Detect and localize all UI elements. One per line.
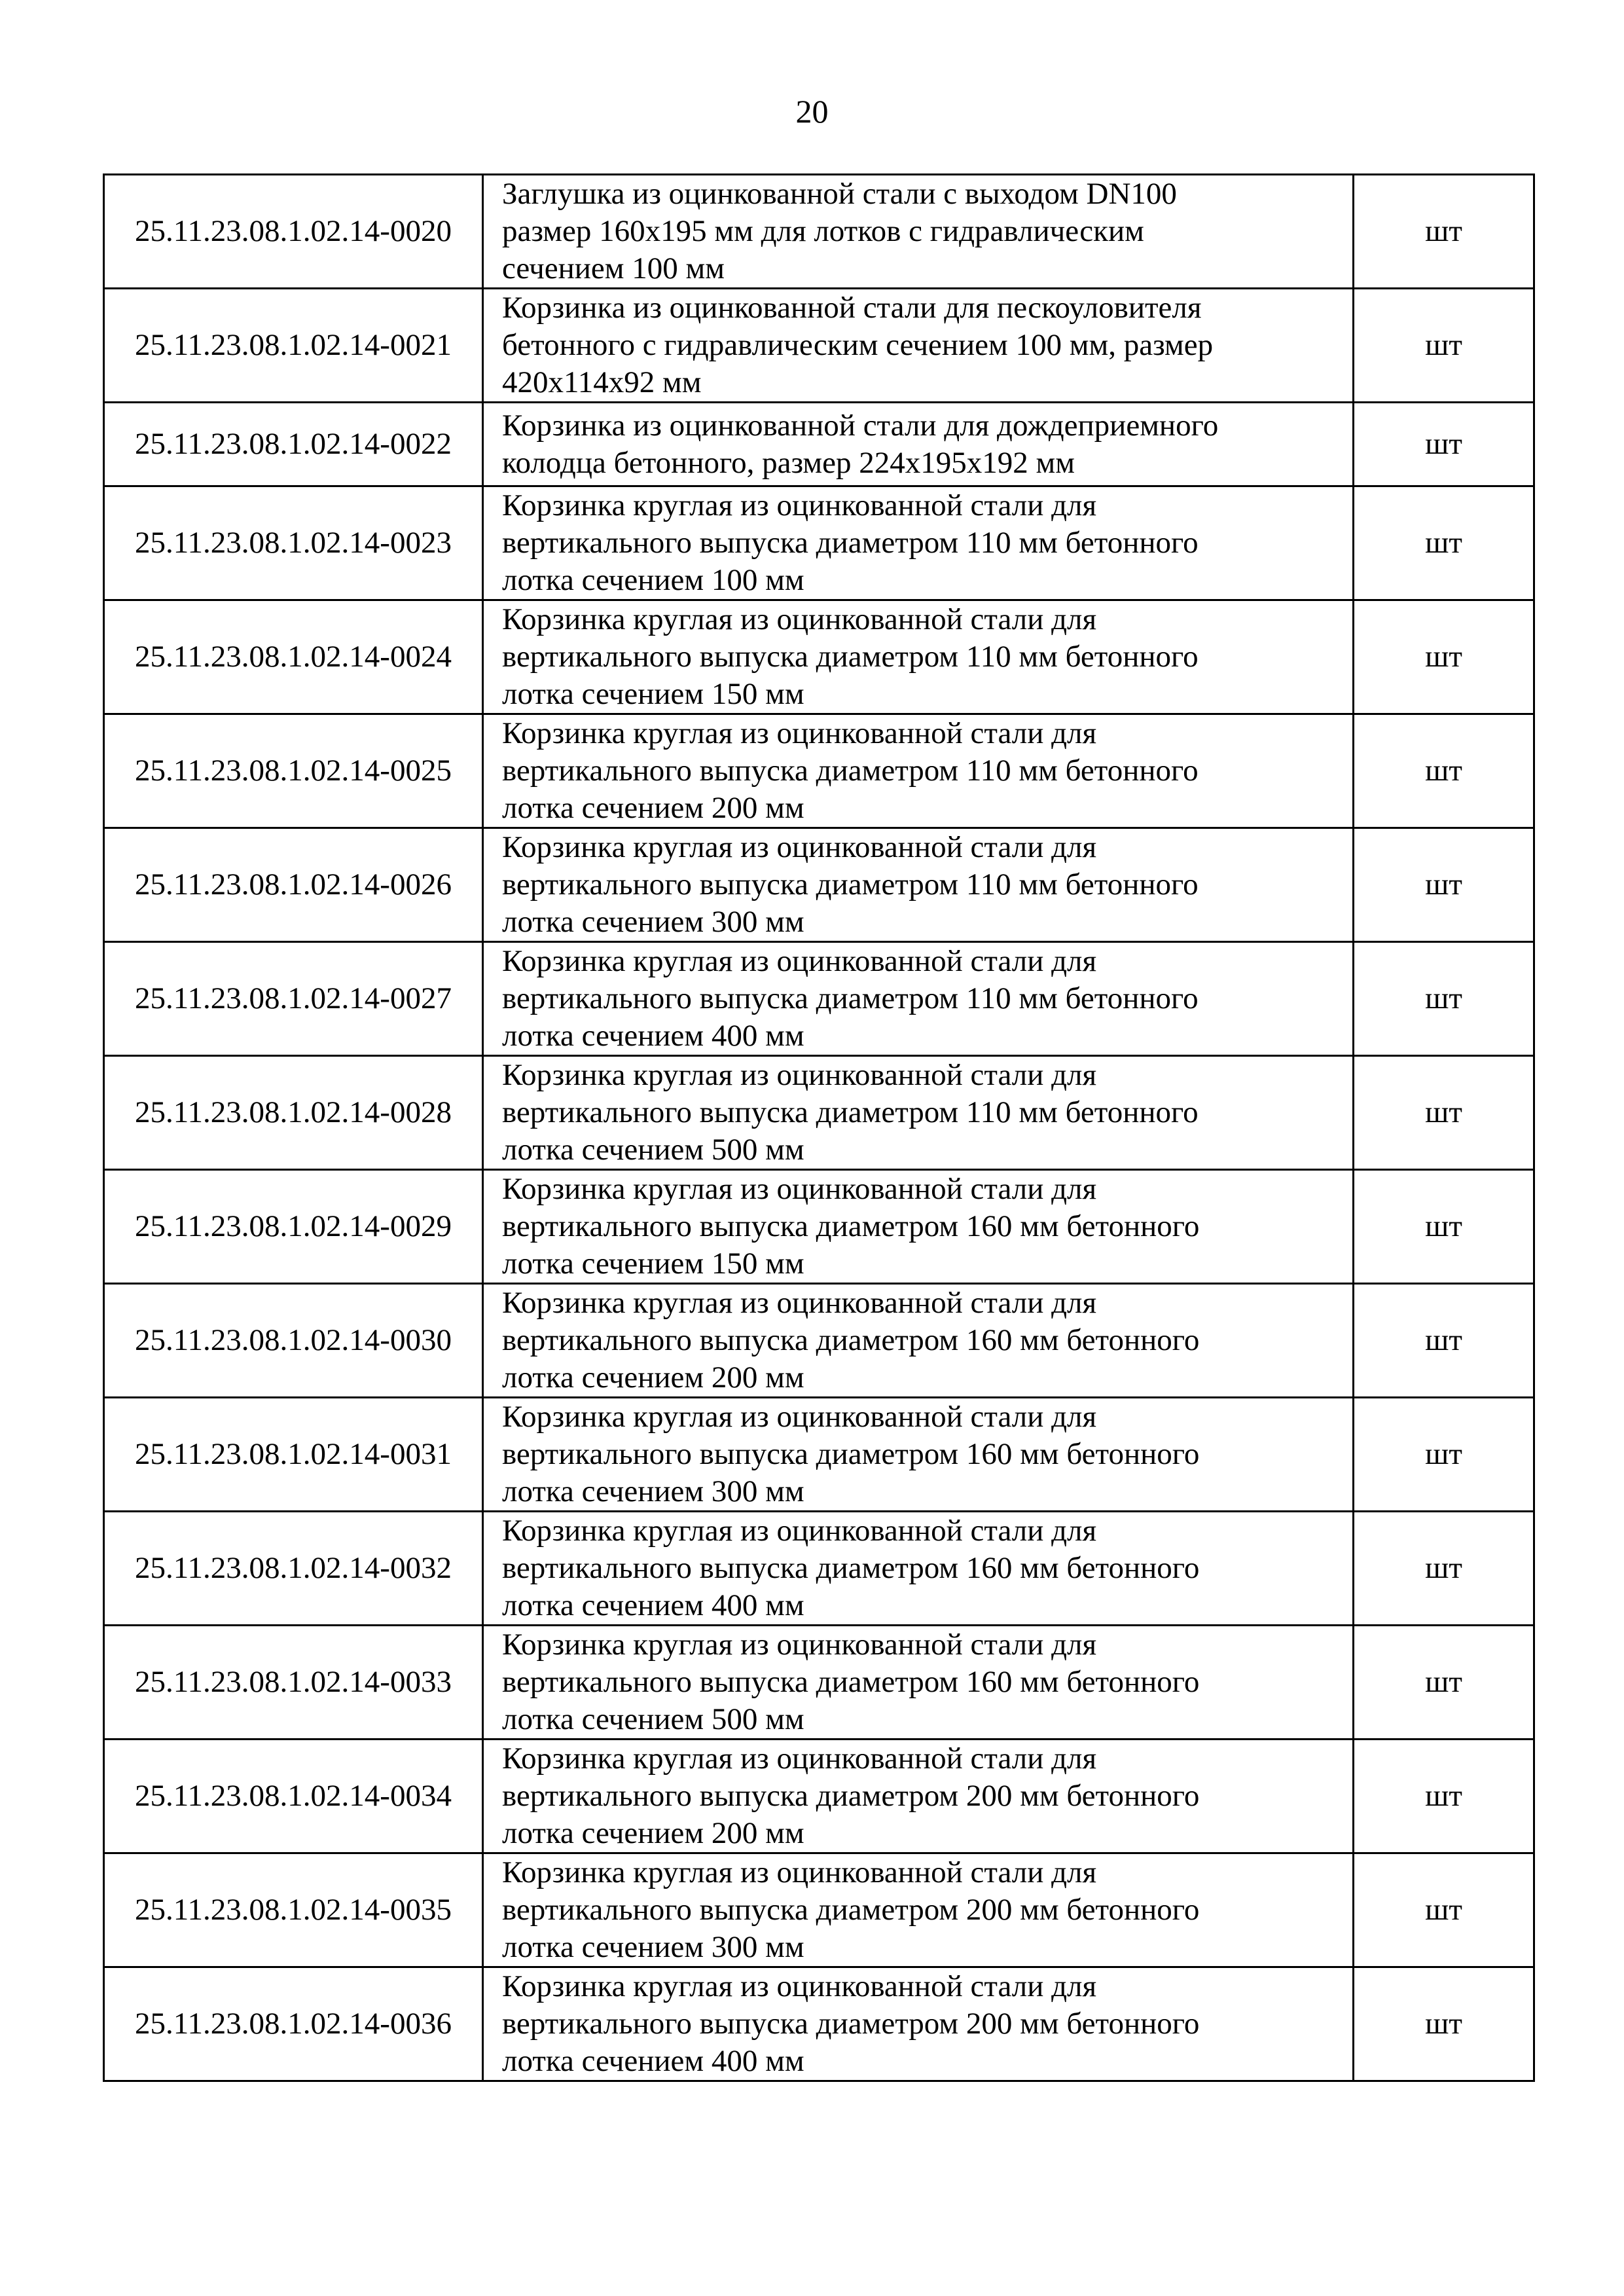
resource-code-cell: 25.11.23.08.1.02.14-0025 xyxy=(104,714,483,828)
table-row xyxy=(104,175,1534,289)
unit-cell: шт xyxy=(1354,1740,1534,1853)
description-line: 420х114х92 мм xyxy=(502,365,702,399)
resource-code-cell: 25.11.23.08.1.02.14-0032 xyxy=(104,1512,483,1626)
description-line: вертикального выпуска диаметром 200 мм бетонного xyxy=(502,1893,1200,1927)
description-line: лотка сечением 200 мм xyxy=(502,1816,804,1850)
description-line: Корзинка из оцинкованной стали для дождеприемного xyxy=(502,408,1219,443)
resource-description-cell xyxy=(483,828,1354,942)
unit-cell: шт xyxy=(1354,1512,1534,1626)
description-line: бетонного с гидравлическим сечением 100 мм, размер xyxy=(502,328,1214,362)
description-line: лотка сечением 150 мм xyxy=(502,677,804,711)
resource-description-cell xyxy=(483,175,1354,289)
description-line: Корзинка круглая из оцинкованной стали для xyxy=(502,1400,1097,1434)
resource-description-cell xyxy=(483,600,1354,714)
unit-cell: шт xyxy=(1354,1626,1534,1740)
description-line: лотка сечением 100 мм xyxy=(502,563,804,597)
description-line: Корзинка из оцинкованной стали для пескоуловителя xyxy=(502,291,1202,325)
description-line: Корзинка круглая из оцинкованной стали для xyxy=(502,1855,1097,1889)
resource-code-cell: 25.11.23.08.1.02.14-0029 xyxy=(104,1170,483,1284)
description-line: Корзинка круглая из оцинкованной стали для xyxy=(502,1741,1097,1776)
resource-table-body xyxy=(104,175,1534,2081)
table-row xyxy=(104,942,1534,1056)
description-line: Корзинка круглая из оцинкованной стали для xyxy=(502,1514,1097,1548)
table-row xyxy=(104,1853,1534,1967)
description-line: Корзинка круглая из оцинкованной стали для xyxy=(502,1058,1097,1092)
description-line: Корзинка круглая из оцинкованной стали для xyxy=(502,1286,1097,1320)
table-row xyxy=(104,828,1534,942)
description-line: Корзинка круглая из оцинкованной стали для xyxy=(502,716,1097,750)
resource-description-cell xyxy=(483,1056,1354,1170)
unit-cell: шт xyxy=(1354,175,1534,289)
description-line: вертикального выпуска диаметром 160 мм бетонного xyxy=(502,1551,1200,1585)
description-line: вертикального выпуска диаметром 200 мм бетонного xyxy=(502,1779,1200,1813)
description-line: лотка сечением 400 мм xyxy=(502,2044,804,2078)
description-line: лотка сечением 300 мм xyxy=(502,905,804,939)
description-line: Заглушка из оцинкованной стали с выходом DN100 xyxy=(502,177,1177,211)
table-row xyxy=(104,600,1534,714)
resource-description-cell xyxy=(483,1512,1354,1626)
resource-code-cell: 25.11.23.08.1.02.14-0022 xyxy=(104,403,483,486)
unit-cell: шт xyxy=(1354,1170,1534,1284)
unit-cell: шт xyxy=(1354,1967,1534,2081)
resource-code-cell: 25.11.23.08.1.02.14-0024 xyxy=(104,600,483,714)
resource-code-cell: 25.11.23.08.1.02.14-0034 xyxy=(104,1740,483,1853)
resource-description-cell xyxy=(483,403,1354,486)
table-row xyxy=(104,486,1534,600)
description-line: вертикального выпуска диаметром 110 мм бетонного xyxy=(502,526,1199,560)
unit-cell: шт xyxy=(1354,714,1534,828)
description-line: сечением 100 мм xyxy=(502,251,725,285)
description-line: лотка сечением 500 мм xyxy=(502,1702,804,1736)
table-row xyxy=(104,1170,1534,1284)
description-line: размер 160х195 мм для лотков с гидравлическим xyxy=(502,214,1144,248)
table-row xyxy=(104,1967,1534,2081)
description-line: вертикального выпуска диаметром 110 мм бетонного xyxy=(502,754,1199,788)
resource-code-cell: 25.11.23.08.1.02.14-0030 xyxy=(104,1284,483,1398)
unit-cell: шт xyxy=(1354,1056,1534,1170)
resource-description-cell xyxy=(483,486,1354,600)
table-row xyxy=(104,289,1534,403)
description-line: колодца бетонного, размер 224х195х192 мм xyxy=(502,445,1075,480)
resource-code-cell: 25.11.23.08.1.02.14-0021 xyxy=(104,289,483,403)
resource-description-cell xyxy=(483,1740,1354,1853)
resource-table xyxy=(103,173,1535,2082)
description-line: лотка сечением 200 мм xyxy=(502,791,804,825)
description-line: вертикального выпуска диаметром 160 мм бетонного xyxy=(502,1665,1200,1699)
table-row xyxy=(104,1284,1534,1398)
table-row xyxy=(104,1740,1534,1853)
table-row xyxy=(104,1056,1534,1170)
resource-description-cell xyxy=(483,1967,1354,2081)
resource-description-cell xyxy=(483,289,1354,403)
description-line: лотка сечением 500 мм xyxy=(502,1133,804,1167)
resource-code-cell: 25.11.23.08.1.02.14-0026 xyxy=(104,828,483,942)
description-line: лотка сечением 400 мм xyxy=(502,1019,804,1053)
unit-cell: шт xyxy=(1354,289,1534,403)
table-row xyxy=(104,1398,1534,1512)
resource-code-cell: 25.11.23.08.1.02.14-0031 xyxy=(104,1398,483,1512)
description-line: вертикального выпуска диаметром 110 мм бетонного xyxy=(502,1095,1199,1129)
description-line: вертикального выпуска диаметром 110 мм бетонного xyxy=(502,640,1199,674)
table-row xyxy=(104,1512,1534,1626)
resource-code-cell: 25.11.23.08.1.02.14-0036 xyxy=(104,1967,483,2081)
description-line: лотка сечением 150 мм xyxy=(502,1247,804,1281)
resource-code-cell: 25.11.23.08.1.02.14-0023 xyxy=(104,486,483,600)
resource-description-cell xyxy=(483,1626,1354,1740)
description-line: лотка сечением 200 мм xyxy=(502,1360,804,1394)
resource-description-cell xyxy=(483,1284,1354,1398)
description-line: Корзинка круглая из оцинкованной стали для xyxy=(502,830,1097,864)
description-line: вертикального выпуска диаметром 160 мм бетонного xyxy=(502,1209,1200,1243)
description-line: вертикального выпуска диаметром 160 мм бетонного xyxy=(502,1323,1200,1357)
resource-description-cell xyxy=(483,1853,1354,1967)
description-line: Корзинка круглая из оцинкованной стали для xyxy=(502,1969,1097,2003)
description-line: Корзинка круглая из оцинкованной стали для xyxy=(502,1628,1097,1662)
description-line: вертикального выпуска диаметром 200 мм бетонного xyxy=(502,2007,1200,2041)
table-row xyxy=(104,403,1534,486)
unit-cell: шт xyxy=(1354,1398,1534,1512)
resource-code-cell: 25.11.23.08.1.02.14-0020 xyxy=(104,175,483,289)
description-line: Корзинка круглая из оцинкованной стали для xyxy=(502,1172,1097,1206)
unit-cell: шт xyxy=(1354,1284,1534,1398)
unit-cell: шт xyxy=(1354,1853,1534,1967)
resource-code-cell: 25.11.23.08.1.02.14-0028 xyxy=(104,1056,483,1170)
description-line: лотка сечением 400 мм xyxy=(502,1588,804,1622)
description-line: Корзинка круглая из оцинкованной стали для xyxy=(502,602,1097,636)
page-number: 20 xyxy=(795,93,829,130)
description-line: вертикального выпуска диаметром 110 мм бетонного xyxy=(502,981,1199,1015)
unit-cell: шт xyxy=(1354,942,1534,1056)
description-line: лотка сечением 300 мм xyxy=(502,1474,804,1508)
resource-description-cell xyxy=(483,1398,1354,1512)
resource-code-cell: 25.11.23.08.1.02.14-0035 xyxy=(104,1853,483,1967)
description-line: лотка сечением 300 мм xyxy=(502,1930,804,1964)
unit-cell: шт xyxy=(1354,828,1534,942)
unit-cell: шт xyxy=(1354,486,1534,600)
description-line: Корзинка круглая из оцинкованной стали для xyxy=(502,488,1097,522)
resource-code-cell: 25.11.23.08.1.02.14-0027 xyxy=(104,942,483,1056)
description-line: вертикального выпуска диаметром 160 мм бетонного xyxy=(502,1437,1200,1471)
description-line: вертикального выпуска диаметром 110 мм бетонного xyxy=(502,867,1199,902)
unit-cell: шт xyxy=(1354,403,1534,486)
description-line: Корзинка круглая из оцинкованной стали для xyxy=(502,944,1097,978)
resource-description-cell xyxy=(483,1170,1354,1284)
table-row xyxy=(104,1626,1534,1740)
table-row xyxy=(104,714,1534,828)
resource-code-cell: 25.11.23.08.1.02.14-0033 xyxy=(104,1626,483,1740)
resource-description-cell xyxy=(483,714,1354,828)
resource-description-cell xyxy=(483,942,1354,1056)
unit-cell: шт xyxy=(1354,600,1534,714)
